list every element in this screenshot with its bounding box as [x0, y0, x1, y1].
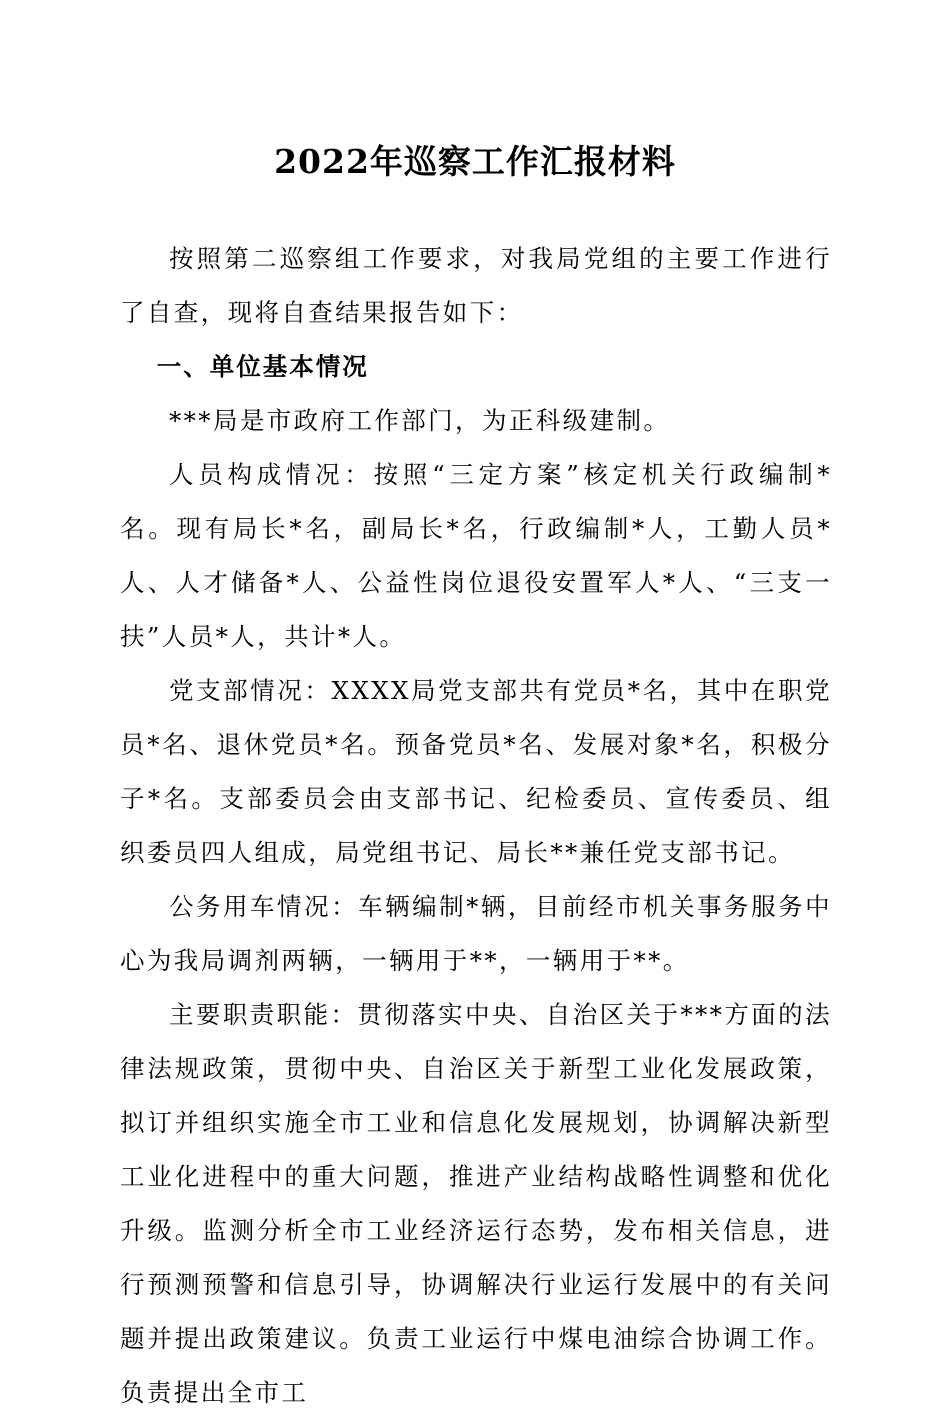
intro-paragraph: 按照第二巡察组工作要求，对我局党组的主要工作进行了自查，现将自查结果报告如下： — [120, 244, 832, 327]
paragraph-unit-level: ***局是市政府工作部门，为正科级建制。 — [169, 406, 671, 435]
paragraph-party-branch: 党支部情况：XXXX局党支部共有党员*名，其中在职党员*名、退休党员*名。预备党员*名、发展对象*名，积极分子*名。支部委员会由支部书记、纪检委员、宣传委员、组织委员四人组成，局党组书记、局长**兼任党支部书记。 — [120, 676, 832, 867]
section-heading: 一、单位基本情况 — [156, 352, 369, 381]
paragraph-staffing: 人员构成情况：按照“三定方案”核定机关行政编制*名。现有局长*名，副局长*名，行政编制*人，工勤人员*人、人才储备*人、公益性岗位退役安置军人*人、“三支一扶”人员*人，共计*人。 — [120, 460, 832, 651]
document-body — [120, 232, 832, 1420]
document-title: 2022年巡察工作汇报材料 — [274, 142, 676, 181]
paragraph-main-duties: 主要职责职能：贯彻落实中央、自治区关于***方面的法律法规政策，贯彻中央、自治区关于新型工业化发展政策，拟订并组织实施全市工业和信息化发展规划，协调解决新型工业化进程中的重大问题，推进产业结构战略性调整和优化升级。监测分析全市工业经济运行态势，发布相关信息，进行预测预警和信息引导，协调解决行业运行发展中的有关问题并提出政策建议。负责工业运行中煤电油综合协调工作。负责提出全市工 — [120, 1000, 832, 1407]
paragraph-official-vehicles: 公务用车情况：车辆编制*辆，目前经市机关事务服务中心为我局调剂两辆，一辆用于**，一辆用于**。 — [120, 892, 832, 975]
